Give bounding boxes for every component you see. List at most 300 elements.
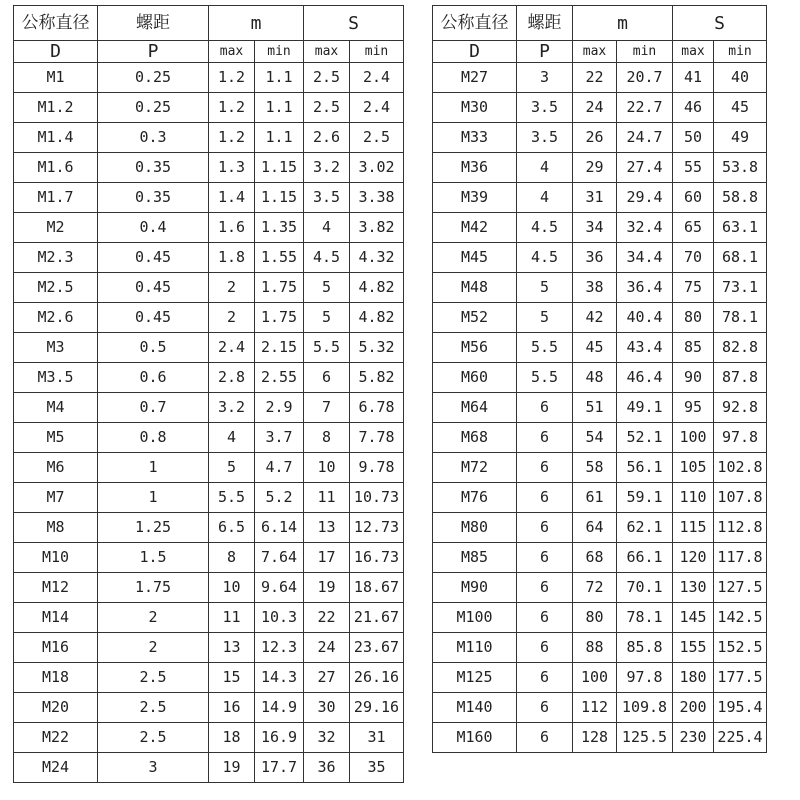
cell-p: 4 xyxy=(517,182,573,212)
cell-d: M64 xyxy=(433,392,517,422)
cell-m-min: 2.9 xyxy=(255,392,304,422)
cell-s-max: 105 xyxy=(673,452,714,482)
cell-s-min: 82.8 xyxy=(714,332,767,362)
m-header: m xyxy=(573,6,673,41)
cell-p: 2.5 xyxy=(98,662,209,692)
cell-m-min: 22.7 xyxy=(617,92,673,122)
cell-m-min: 40.4 xyxy=(617,302,673,332)
table-row xyxy=(433,632,767,662)
cell-m-min: 27.4 xyxy=(617,152,673,182)
cell-d: M16 xyxy=(14,632,98,662)
cell-s-max: 4.5 xyxy=(304,242,350,272)
cell-d: M3 xyxy=(14,332,98,362)
d-header-zh: 公称直径 xyxy=(433,6,517,41)
cell-m-min: 62.1 xyxy=(617,512,673,542)
table-row xyxy=(14,662,404,692)
cell-m-max: 5 xyxy=(209,452,255,482)
cell-d: M2 xyxy=(14,212,98,242)
cell-m-min: 49.1 xyxy=(617,392,673,422)
cell-s-max: 7 xyxy=(304,392,350,422)
cell-d: M3.5 xyxy=(14,362,98,392)
cell-s-max: 155 xyxy=(673,632,714,662)
cell-d: M48 xyxy=(433,272,517,302)
m-max-header: max xyxy=(573,41,617,63)
cell-m-min: 5.2 xyxy=(255,482,304,512)
cell-m-max: 1.3 xyxy=(209,152,255,182)
cell-m-min: 6.14 xyxy=(255,512,304,542)
cell-d: M90 xyxy=(433,572,517,602)
cell-p: 6 xyxy=(517,452,573,482)
cell-m-min: 3.7 xyxy=(255,422,304,452)
table-row xyxy=(433,302,767,332)
table-row xyxy=(433,242,767,272)
cell-s-min: 4.82 xyxy=(350,302,404,332)
cell-p: 0.8 xyxy=(98,422,209,452)
cell-s-min: 177.5 xyxy=(714,662,767,692)
cell-m-min: 1.1 xyxy=(255,122,304,152)
cell-d: M1 xyxy=(14,62,98,92)
cell-m-max: 45 xyxy=(573,332,617,362)
cell-d: M20 xyxy=(14,692,98,722)
d-header: D xyxy=(14,41,98,63)
cell-s-min: 5.32 xyxy=(350,332,404,362)
cell-m-min: 32.4 xyxy=(617,212,673,242)
cell-s-max: 100 xyxy=(673,422,714,452)
cell-s-min: 18.67 xyxy=(350,572,404,602)
cell-m-max: 51 xyxy=(573,392,617,422)
table-row xyxy=(433,392,767,422)
table-row xyxy=(14,692,404,722)
cell-m-min: 20.7 xyxy=(617,62,673,92)
cell-m-min: 2.55 xyxy=(255,362,304,392)
cell-p: 6 xyxy=(517,572,573,602)
table-row xyxy=(14,482,404,512)
cell-s-min: 16.73 xyxy=(350,542,404,572)
cell-m-min: 1.1 xyxy=(255,62,304,92)
cell-m-min: 1.75 xyxy=(255,272,304,302)
cell-m-max: 2.4 xyxy=(209,332,255,362)
cell-s-max: 145 xyxy=(673,602,714,632)
cell-p: 6 xyxy=(517,482,573,512)
cell-m-min: 1.75 xyxy=(255,302,304,332)
cell-m-max: 100 xyxy=(573,662,617,692)
cell-s-max: 6 xyxy=(304,362,350,392)
cell-p: 0.6 xyxy=(98,362,209,392)
cell-p: 4 xyxy=(517,152,573,182)
cell-m-max: 61 xyxy=(573,482,617,512)
cell-s-min: 102.8 xyxy=(714,452,767,482)
cell-d: M8 xyxy=(14,512,98,542)
m-min-header: min xyxy=(617,41,673,63)
cell-m-max: 16 xyxy=(209,692,255,722)
cell-s-min: 107.8 xyxy=(714,482,767,512)
cell-s-min: 26.16 xyxy=(350,662,404,692)
m-min-header: min xyxy=(255,41,304,63)
cell-p: 1.75 xyxy=(98,572,209,602)
cell-s-min: 2.4 xyxy=(350,92,404,122)
cell-s-max: 3.5 xyxy=(304,182,350,212)
cell-d: M22 xyxy=(14,722,98,752)
cell-d: M12 xyxy=(14,572,98,602)
cell-d: M72 xyxy=(433,452,517,482)
cell-s-max: 95 xyxy=(673,392,714,422)
cell-s-min: 127.5 xyxy=(714,572,767,602)
cell-d: M68 xyxy=(433,422,517,452)
cell-p: 0.45 xyxy=(98,242,209,272)
cell-s-max: 85 xyxy=(673,332,714,362)
cell-s-min: 2.5 xyxy=(350,122,404,152)
cell-s-max: 19 xyxy=(304,572,350,602)
s-max-header: max xyxy=(304,41,350,63)
cell-m-min: 24.7 xyxy=(617,122,673,152)
cell-s-max: 200 xyxy=(673,692,714,722)
cell-m-max: 1.2 xyxy=(209,62,255,92)
cell-m-max: 5.5 xyxy=(209,482,255,512)
cell-p: 6 xyxy=(517,542,573,572)
cell-m-min: 2.15 xyxy=(255,332,304,362)
table-row xyxy=(14,152,404,182)
cell-p: 0.35 xyxy=(98,152,209,182)
cell-d: M140 xyxy=(433,692,517,722)
cell-s-min: 45 xyxy=(714,92,767,122)
cell-s-max: 180 xyxy=(673,662,714,692)
s-header: S xyxy=(673,6,767,41)
cell-m-max: 24 xyxy=(573,92,617,122)
cell-m-max: 13 xyxy=(209,632,255,662)
cell-m-max: 2 xyxy=(209,302,255,332)
table-row xyxy=(433,92,767,122)
cell-p: 4.5 xyxy=(517,242,573,272)
cell-m-min: 9.64 xyxy=(255,572,304,602)
s-max-header: max xyxy=(673,41,714,63)
cell-m-min: 4.7 xyxy=(255,452,304,482)
cell-d: M24 xyxy=(14,752,98,782)
cell-s-min: 4.32 xyxy=(350,242,404,272)
cell-s-min: 78.1 xyxy=(714,302,767,332)
cell-d: M7 xyxy=(14,482,98,512)
cell-d: M10 xyxy=(14,542,98,572)
cell-d: M42 xyxy=(433,212,517,242)
cell-d: M2.3 xyxy=(14,242,98,272)
cell-s-min: 142.5 xyxy=(714,602,767,632)
cell-d: M27 xyxy=(433,62,517,92)
cell-p: 5 xyxy=(517,272,573,302)
cell-m-max: 29 xyxy=(573,152,617,182)
cell-d: M1.4 xyxy=(14,122,98,152)
p-header: P xyxy=(98,41,209,63)
table-row xyxy=(14,752,404,782)
table-row xyxy=(14,212,404,242)
cell-s-min: 4.82 xyxy=(350,272,404,302)
cell-s-max: 75 xyxy=(673,272,714,302)
table-row xyxy=(433,272,767,302)
table-row xyxy=(14,332,404,362)
cell-m-max: 18 xyxy=(209,722,255,752)
p-header-zh: 螺距 xyxy=(517,6,573,41)
cell-s-min: 5.82 xyxy=(350,362,404,392)
cell-s-min: 29.16 xyxy=(350,692,404,722)
p-header: P xyxy=(517,41,573,63)
cell-p: 0.35 xyxy=(98,182,209,212)
cell-p: 3 xyxy=(98,752,209,782)
cell-s-max: 80 xyxy=(673,302,714,332)
cell-m-min: 43.4 xyxy=(617,332,673,362)
cell-s-min: 73.1 xyxy=(714,272,767,302)
cell-m-max: 31 xyxy=(573,182,617,212)
cell-d: M6 xyxy=(14,452,98,482)
cell-s-max: 60 xyxy=(673,182,714,212)
s-min-header: min xyxy=(350,41,404,63)
cell-s-max: 46 xyxy=(673,92,714,122)
cell-s-min: 21.67 xyxy=(350,602,404,632)
cell-p: 1.25 xyxy=(98,512,209,542)
cell-p: 6 xyxy=(517,692,573,722)
cell-m-min: 66.1 xyxy=(617,542,673,572)
table-row xyxy=(433,662,767,692)
cell-m-min: 1.35 xyxy=(255,212,304,242)
s-min-header: min xyxy=(714,41,767,63)
cell-p: 6 xyxy=(517,602,573,632)
table-row xyxy=(14,392,404,422)
table-row xyxy=(14,122,404,152)
table-row xyxy=(14,542,404,572)
cell-s-max: 27 xyxy=(304,662,350,692)
cell-m-min: 56.1 xyxy=(617,452,673,482)
cell-m-max: 4 xyxy=(209,422,255,452)
table-row xyxy=(433,512,767,542)
table-row xyxy=(433,122,767,152)
m-header: m xyxy=(209,6,304,41)
cell-s-max: 50 xyxy=(673,122,714,152)
cell-s-min: 23.67 xyxy=(350,632,404,662)
cell-s-max: 5 xyxy=(304,302,350,332)
cell-m-max: 1.2 xyxy=(209,122,255,152)
cell-m-max: 6.5 xyxy=(209,512,255,542)
cell-m-min: 52.1 xyxy=(617,422,673,452)
cell-m-min: 59.1 xyxy=(617,482,673,512)
cell-p: 0.25 xyxy=(98,62,209,92)
table-row xyxy=(433,182,767,212)
table-row xyxy=(14,62,404,92)
s-header: S xyxy=(304,6,404,41)
cell-d: M100 xyxy=(433,602,517,632)
cell-p: 1.5 xyxy=(98,542,209,572)
cell-d: M60 xyxy=(433,362,517,392)
cell-m-max: 1.2 xyxy=(209,92,255,122)
cell-s-min: 225.4 xyxy=(714,722,767,752)
cell-s-min: 6.78 xyxy=(350,392,404,422)
cell-s-max: 4 xyxy=(304,212,350,242)
cell-s-max: 41 xyxy=(673,62,714,92)
cell-s-min: 7.78 xyxy=(350,422,404,452)
nut-dimension-table-right xyxy=(432,5,767,753)
table-row xyxy=(14,182,404,212)
cell-p: 0.7 xyxy=(98,392,209,422)
cell-m-min: 1.15 xyxy=(255,152,304,182)
cell-p: 6 xyxy=(517,512,573,542)
cell-s-max: 115 xyxy=(673,512,714,542)
table-row xyxy=(433,542,767,572)
cell-s-max: 2.5 xyxy=(304,92,350,122)
cell-m-max: 2 xyxy=(209,272,255,302)
cell-d: M30 xyxy=(433,92,517,122)
cell-m-max: 11 xyxy=(209,602,255,632)
cell-m-max: 8 xyxy=(209,542,255,572)
cell-p: 5.5 xyxy=(517,362,573,392)
cell-m-max: 68 xyxy=(573,542,617,572)
table-row xyxy=(14,302,404,332)
m-max-header: max xyxy=(209,41,255,63)
cell-d: M2.6 xyxy=(14,302,98,332)
cell-m-max: 22 xyxy=(573,62,617,92)
cell-d: M2.5 xyxy=(14,272,98,302)
cell-m-min: 1.1 xyxy=(255,92,304,122)
cell-m-min: 16.9 xyxy=(255,722,304,752)
table-row xyxy=(14,722,404,752)
cell-m-max: 1.8 xyxy=(209,242,255,272)
cell-s-max: 230 xyxy=(673,722,714,752)
cell-s-max: 24 xyxy=(304,632,350,662)
cell-s-max: 36 xyxy=(304,752,350,782)
cell-m-min: 34.4 xyxy=(617,242,673,272)
cell-m-max: 42 xyxy=(573,302,617,332)
cell-d: M33 xyxy=(433,122,517,152)
cell-m-min: 70.1 xyxy=(617,572,673,602)
cell-d: M125 xyxy=(433,662,517,692)
cell-m-max: 2.8 xyxy=(209,362,255,392)
cell-s-max: 110 xyxy=(673,482,714,512)
cell-m-min: 1.15 xyxy=(255,182,304,212)
cell-m-min: 14.9 xyxy=(255,692,304,722)
table-row xyxy=(433,452,767,482)
table-row xyxy=(14,602,404,632)
cell-s-min: 40 xyxy=(714,62,767,92)
cell-s-min: 2.4 xyxy=(350,62,404,92)
cell-m-max: 54 xyxy=(573,422,617,452)
table-row xyxy=(433,602,767,632)
cell-m-min: 36.4 xyxy=(617,272,673,302)
table-row xyxy=(433,152,767,182)
cell-s-min: 195.4 xyxy=(714,692,767,722)
cell-p: 2.5 xyxy=(98,692,209,722)
cell-m-min: 12.3 xyxy=(255,632,304,662)
cell-m-max: 1.4 xyxy=(209,182,255,212)
cell-m-max: 34 xyxy=(573,212,617,242)
cell-m-max: 48 xyxy=(573,362,617,392)
table-row xyxy=(14,422,404,452)
d-header: D xyxy=(433,41,517,63)
cell-p: 3.5 xyxy=(517,92,573,122)
cell-m-max: 88 xyxy=(573,632,617,662)
cell-s-min: 112.8 xyxy=(714,512,767,542)
cell-s-min: 12.73 xyxy=(350,512,404,542)
cell-s-min: 63.1 xyxy=(714,212,767,242)
cell-m-max: 80 xyxy=(573,602,617,632)
cell-m-min: 125.5 xyxy=(617,722,673,752)
cell-p: 0.4 xyxy=(98,212,209,242)
cell-p: 1 xyxy=(98,482,209,512)
cell-s-min: 58.8 xyxy=(714,182,767,212)
cell-s-max: 55 xyxy=(673,152,714,182)
table-row xyxy=(14,242,404,272)
cell-s-max: 13 xyxy=(304,512,350,542)
cell-s-min: 117.8 xyxy=(714,542,767,572)
cell-m-min: 10.3 xyxy=(255,602,304,632)
cell-m-min: 97.8 xyxy=(617,662,673,692)
cell-s-max: 22 xyxy=(304,602,350,632)
cell-d: M52 xyxy=(433,302,517,332)
cell-s-max: 30 xyxy=(304,692,350,722)
cell-d: M80 xyxy=(433,512,517,542)
cell-s-max: 17 xyxy=(304,542,350,572)
cell-p: 1 xyxy=(98,452,209,482)
cell-s-min: 87.8 xyxy=(714,362,767,392)
cell-m-max: 26 xyxy=(573,122,617,152)
cell-m-max: 3.2 xyxy=(209,392,255,422)
table-row xyxy=(14,92,404,122)
cell-s-min: 97.8 xyxy=(714,422,767,452)
cell-s-min: 3.38 xyxy=(350,182,404,212)
cell-s-max: 120 xyxy=(673,542,714,572)
cell-s-min: 3.82 xyxy=(350,212,404,242)
cell-d: M1.2 xyxy=(14,92,98,122)
table-row xyxy=(433,332,767,362)
cell-p: 6 xyxy=(517,722,573,752)
cell-s-max: 3.2 xyxy=(304,152,350,182)
cell-d: M4 xyxy=(14,392,98,422)
cell-m-max: 58 xyxy=(573,452,617,482)
cell-d: M76 xyxy=(433,482,517,512)
cell-s-max: 10 xyxy=(304,452,350,482)
cell-p: 6 xyxy=(517,422,573,452)
cell-p: 0.25 xyxy=(98,92,209,122)
cell-p: 6 xyxy=(517,632,573,662)
cell-d: M45 xyxy=(433,242,517,272)
cell-s-max: 5 xyxy=(304,272,350,302)
cell-p: 6 xyxy=(517,392,573,422)
cell-s-max: 70 xyxy=(673,242,714,272)
d-header-zh: 公称直径 xyxy=(14,6,98,41)
cell-p: 2.5 xyxy=(98,722,209,752)
cell-s-min: 9.78 xyxy=(350,452,404,482)
cell-p: 5 xyxy=(517,302,573,332)
table-row xyxy=(433,482,767,512)
cell-p: 4.5 xyxy=(517,212,573,242)
cell-d: M1.7 xyxy=(14,182,98,212)
cell-p: 2 xyxy=(98,632,209,662)
cell-d: M1.6 xyxy=(14,152,98,182)
cell-s-max: 5.5 xyxy=(304,332,350,362)
cell-m-min: 109.8 xyxy=(617,692,673,722)
cell-m-min: 78.1 xyxy=(617,602,673,632)
cell-m-max: 64 xyxy=(573,512,617,542)
table-row xyxy=(433,62,767,92)
cell-d: M18 xyxy=(14,662,98,692)
cell-s-min: 53.8 xyxy=(714,152,767,182)
cell-m-max: 72 xyxy=(573,572,617,602)
table-row xyxy=(433,692,767,722)
cell-s-max: 8 xyxy=(304,422,350,452)
cell-d: M56 xyxy=(433,332,517,362)
cell-p: 3 xyxy=(517,62,573,92)
cell-m-min: 29.4 xyxy=(617,182,673,212)
cell-s-max: 65 xyxy=(673,212,714,242)
cell-m-max: 10 xyxy=(209,572,255,602)
cell-p: 6 xyxy=(517,662,573,692)
cell-m-max: 38 xyxy=(573,272,617,302)
cell-s-max: 11 xyxy=(304,482,350,512)
cell-s-min: 31 xyxy=(350,722,404,752)
